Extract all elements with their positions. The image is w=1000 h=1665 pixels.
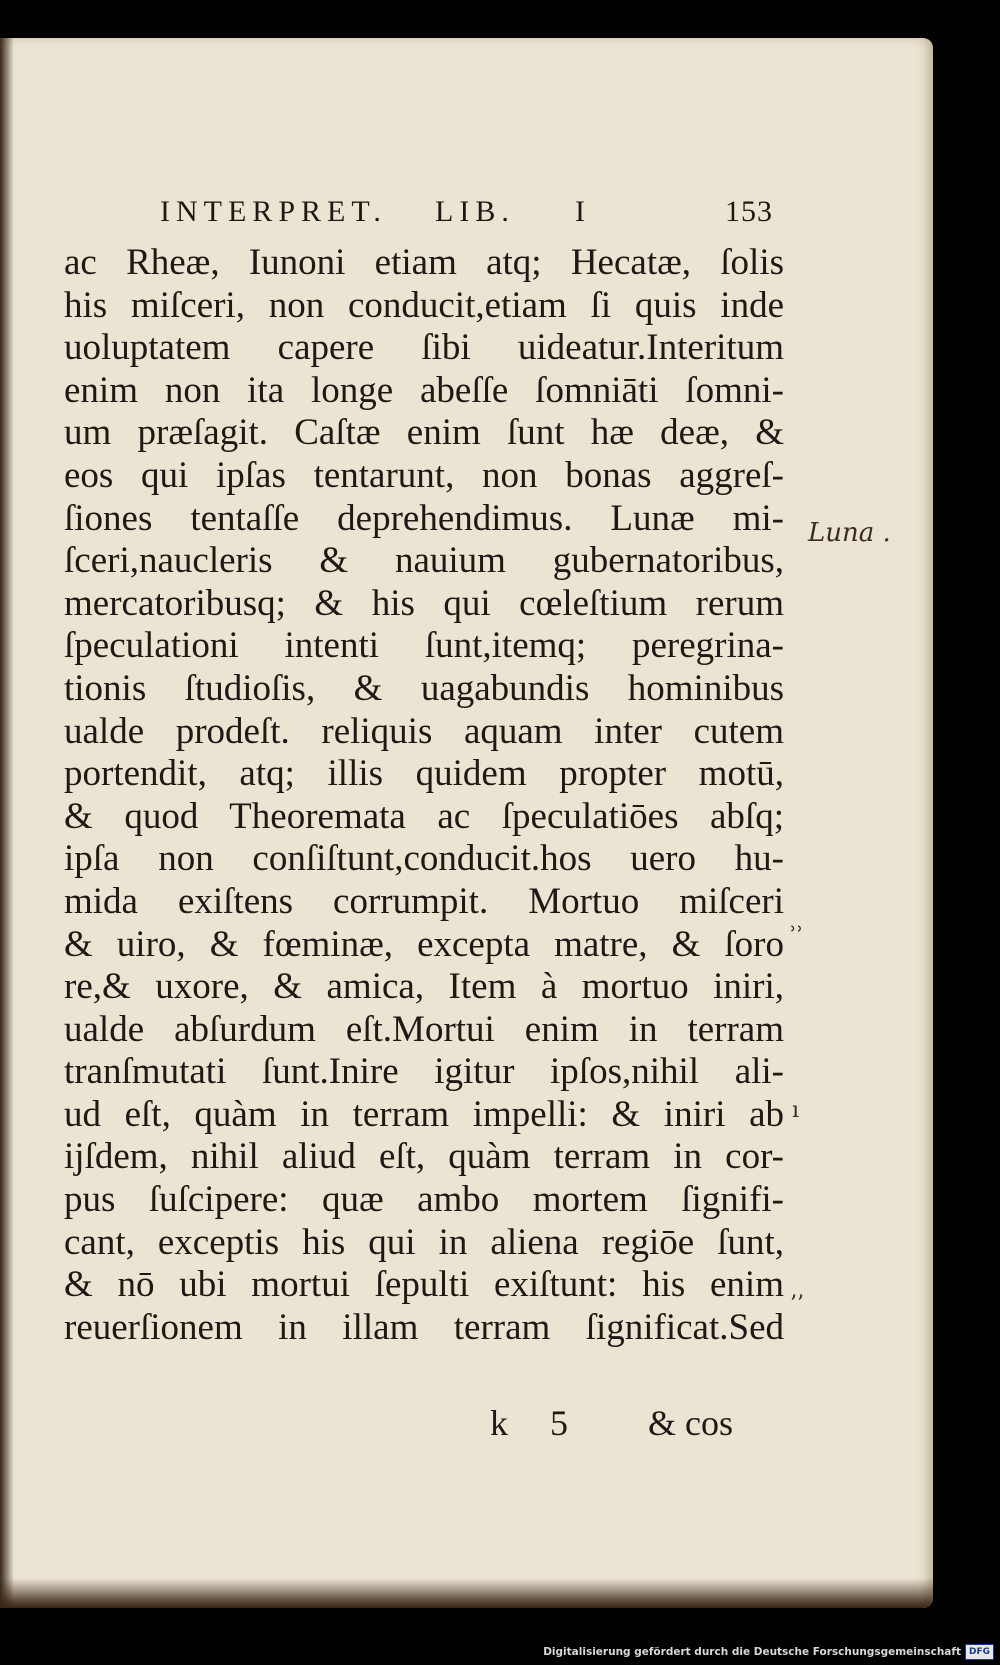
pen-mark-icon: ı: [792, 1098, 800, 1123]
text-line: ud eſt, quàm in terram impelli: & iniri ab: [64, 1093, 784, 1135]
catchword: & cos: [648, 1403, 733, 1443]
digitization-credit: [543, 1643, 994, 1661]
text-line: ipſa non conſiſtunt,conducit.hos uero hu-: [64, 838, 784, 880]
text-line: cant, exceptis his qui in aliena regiōe ſunt,: [64, 1221, 784, 1263]
pen-mark-icon: ’’: [790, 1292, 804, 1317]
text-line: ijſdem, nihil aliud eſt, quàm terram in cor-: [64, 1136, 784, 1178]
text-line: mercatoribusq; & his qui cœleſtium rerum: [64, 582, 784, 624]
text-line: & uiro, & fœminæ, excepta matre, & ſoro: [64, 923, 784, 965]
text-line: reuerſionem in illam terram ſignificat.Sed: [64, 1306, 784, 1348]
text-line: um præſagit. Caſtæ enim ſunt hæ deæ, &: [64, 412, 784, 454]
text-line: pus ſuſcipere: quæ ambo mortem ſignifi-: [64, 1179, 784, 1221]
running-header: [160, 195, 800, 235]
text-line: tranſmutati ſunt.Inire igitur ipſos,nihil ali-: [64, 1051, 784, 1093]
catchword-line: [490, 1402, 790, 1448]
text-line: mida exiſtens corrumpit. Mortuo miſceri: [64, 880, 784, 922]
signature-number: 5: [550, 1403, 568, 1443]
running-title: INTERPRET.: [160, 195, 387, 228]
dfg-logo: DFG: [965, 1644, 994, 1660]
text-line: ſpeculationi intenti ſunt,itemq; peregrina-: [64, 625, 784, 667]
body-text: [64, 242, 804, 1349]
text-line: uoluptatem capere ſibi uideatur.Interitum: [64, 327, 784, 369]
text-line: tionis ſtudioſis, & uagabundis hominibus: [64, 667, 784, 709]
text-line: & quod Theoremata ac ſpeculatiōes abſq;: [64, 795, 784, 837]
text-line: his miſceri, non conducit,etiam ſi quis inde: [64, 284, 784, 326]
text-line: re,& uxore, & amica, Item à mortuo iniri,: [64, 966, 784, 1008]
pen-mark-icon: ˒˒: [790, 918, 804, 943]
text-line: ualde abſurdum eſt.Mortui enim in terram: [64, 1008, 784, 1050]
text-line: ac Rheæ, Iunoni etiam atq; Hecatæ, ſolis: [64, 242, 784, 283]
text-line: portendit, atq; illis quidem propter motū,: [64, 753, 784, 795]
text-line: ualde prodeſt. reliquis aquam inter cutem: [64, 710, 784, 752]
text-line: eos qui ipſas tentarunt, non bonas aggreſ-: [64, 454, 784, 496]
credit-text: Digitalisierung gefördert durch die Deutsche Forschungsgemeinschaft: [543, 1646, 961, 1658]
marginal-note: Luna .: [808, 518, 891, 548]
text-line: enim non ita longe abeſſe ſomniāti ſomni-: [64, 369, 784, 411]
book-number: I: [575, 195, 591, 228]
signature-mark: k: [490, 1403, 508, 1443]
text-line: ſceri,naucleris & nauium gubernatoribus,: [64, 540, 784, 582]
text-line: & nō ubi mortui ſepulti exiſtunt: his enim: [64, 1264, 784, 1306]
page-number: 153: [725, 195, 773, 228]
book-label: LIB.: [435, 195, 515, 228]
page-bottom-edge: [0, 1578, 933, 1608]
text-line: ſiones tentaſſe deprehendimus. Lunæ mi-: [64, 497, 784, 539]
